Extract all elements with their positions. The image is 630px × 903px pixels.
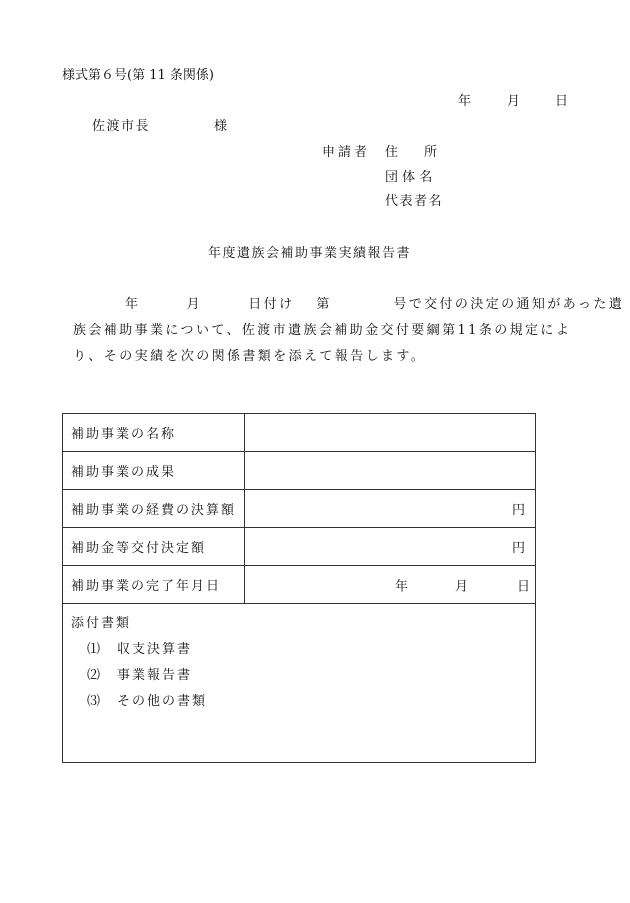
body-line-1: 年 月 日付け 第 号で交付の決定の通知があった遺 [125, 297, 625, 312]
row-label-completion-date: 補助事業の完了年月日 [63, 566, 245, 604]
body-line-2: 族会補助事業について、佐渡市遺族会補助金交付要綱第11条の規定によ [73, 323, 572, 338]
attachment-text: 収支決算書 [117, 642, 193, 657]
attachment-number: ⑵ [87, 668, 101, 683]
completion-year: 年 [395, 579, 411, 594]
table-row [63, 490, 536, 528]
settled-cost-field[interactable]: 円 [245, 490, 536, 528]
completion-month: 月 [455, 579, 471, 594]
attachment-item [87, 637, 527, 663]
date-day: 日 [555, 94, 569, 109]
form-id: 様式第６号(第 11 条関係) [62, 68, 214, 83]
attachment-item [87, 663, 527, 689]
table-row [63, 452, 536, 490]
page-title: 年度遺族会補助事業実績報告書 [208, 246, 412, 261]
project-name-field[interactable] [245, 414, 536, 452]
date-year: 年 [458, 94, 472, 109]
table-row [63, 414, 536, 452]
recipient-honorific: 様 [214, 119, 228, 134]
table-row [63, 604, 536, 763]
applicant-label: 申請者 [322, 145, 371, 160]
attachment-number: ⑶ [87, 694, 101, 709]
row-label-project-name: 補助事業の名称 [63, 414, 245, 452]
table-row [63, 528, 536, 566]
row-label-results: 補助事業の成果 [63, 452, 245, 490]
completion-day: 日 [517, 579, 533, 594]
grant-amount-field[interactable]: 円 [245, 528, 536, 566]
attachments-cell [63, 604, 536, 763]
row-label-grant-amount: 補助金等交付決定額 [63, 528, 245, 566]
body-line-3: り、その実績を次の関係書類を添えて報告します。 [73, 349, 427, 364]
attachment-number: ⑴ [87, 642, 101, 657]
representative-label: 代表者名 [385, 194, 444, 209]
report-table [62, 413, 536, 763]
attachment-text: 事業報告書 [117, 668, 193, 683]
attachment-item [87, 689, 527, 715]
attachment-text: その他の書類 [117, 694, 208, 709]
table-row [63, 566, 536, 604]
completion-date-field[interactable] [245, 566, 536, 604]
date-month: 月 [507, 94, 521, 109]
address-label: 住 所 [385, 145, 438, 160]
attachments-title: 添付書類 [71, 616, 132, 631]
body-text [73, 292, 625, 370]
recipient-name: 佐渡市長 [92, 119, 151, 134]
results-field[interactable] [245, 452, 536, 490]
row-label-settled-cost: 補助事業の経費の決算額 [63, 490, 245, 528]
group-name-label: 団 体 名 [385, 170, 433, 185]
